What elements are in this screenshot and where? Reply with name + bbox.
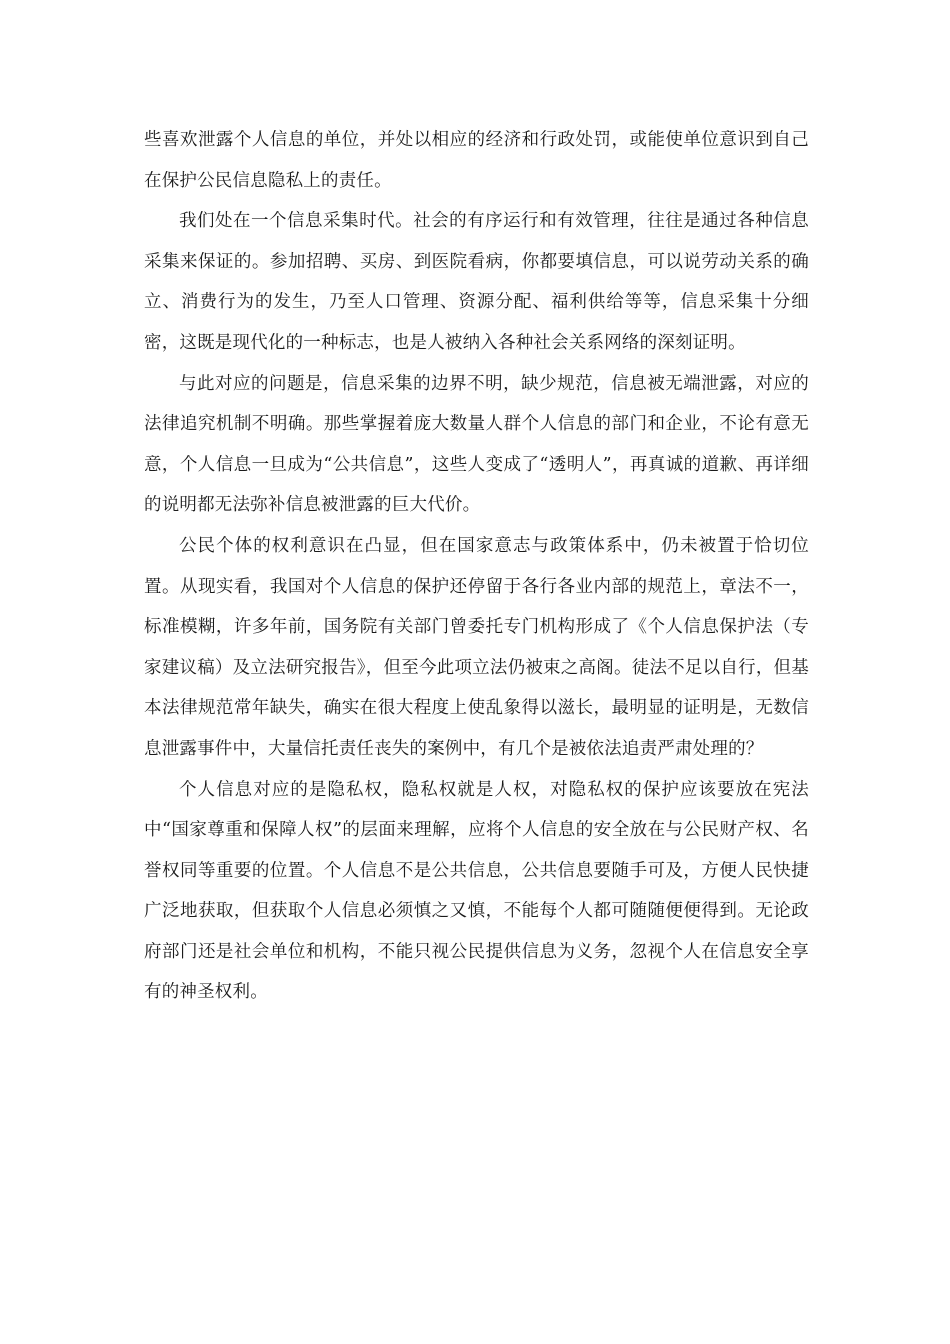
paragraph-information-collection-era: 我们处在一个信息采集时代。社会的有序运行和有效管理，往往是通过各种信息采集来保证的。参加招聘、买房、到医院看病，你都要填信息，可以说劳动关系的确立、消费行为的发生，乃至人口管理、资源分配、福利供给等等，信息采集十分细密，这既是现代化的一种标志，也是人被纳入各种社会关系网络的深刻证明。 (144, 211, 809, 353)
paragraph-collection-boundaries: 与此对应的问题是，信息采集的边界不明，缺少规范，信息被无端泄露，对应的法律追究机制不明确。那些掌握着庞大数量人群个人信息的部门和企业，不论有意无意，个人信息一旦成为“公共信息”，这些人变成了“透明人”，再真诚的道歉、再详细的说明都无法弥补信息被泄露的巨大代价。 (144, 373, 809, 516)
paragraph-rights-awareness: 公民个体的权利意识在凸显，但在国家意志与政策体系中，仍未被置于恰切位置。从现实看，我国对个人信息的保护还停留于各行各业内部的规范上，章法不一，标准模糊，许多年前，国务院有关部门曾委托专门机构形成了《个人信息保护法（专家建议稿）及立法研究报告》，但至今此项立法仍被束之高阁。徒法不足以自行，但基本法律规范常年缺失，确实在很大程度上使乱象得以滋长，最明显的证明是，无数信息泄露事件中，大量信托责任丧失的案例中，有几个是被依法追责严肃处理的？ (144, 535, 809, 759)
article-body (144, 120, 809, 1013)
paragraph-privacy-right: 个人信息对应的是隐私权，隐私权就是人权，对隐私权的保护应该要放在宪法中“国家尊重和保障人权”的层面来理解，应将个人信息的安全放在与公民财产权、名誉权同等重要的位置。个人信息不是公共信息，公共信息要随手可及，方便人民快捷广泛地获取，但获取个人信息必须慎之又慎，不能每个人都可随随便便得到。无论政府部门还是社会单位和机构，不能只视公民提供信息为义务，忽视个人在信息安全享有的神圣权利。 (144, 779, 809, 1003)
paragraph-continuation: 些喜欢泄露个人信息的单位，并处以相应的经济和行政处罚，或能使单位意识到自己在保护公民信息隐私上的责任。 (144, 130, 809, 191)
